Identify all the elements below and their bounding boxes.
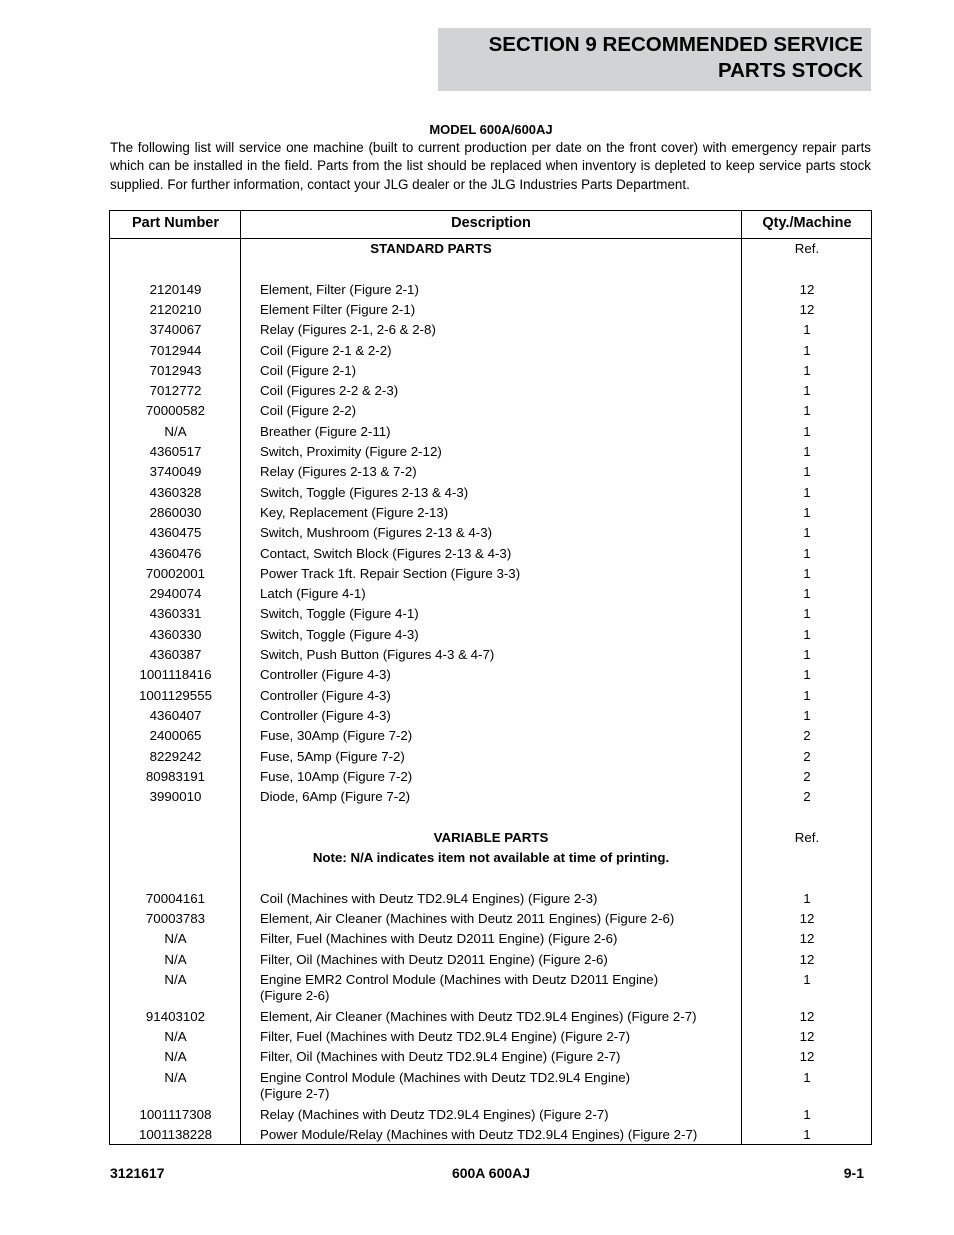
- standard-parts-ref: Ref.: [794, 241, 820, 256]
- part-quantity: 1: [803, 383, 811, 399]
- part-quantity: 1: [803, 687, 811, 703]
- part-quantity: 1: [803, 504, 811, 520]
- part-number: 70000582: [145, 403, 206, 419]
- part-quantity: 1: [803, 403, 811, 419]
- part-quantity: 12: [799, 1049, 815, 1065]
- part-number: 2120210: [149, 301, 202, 317]
- part-description-line: Element, Air Cleaner (Machines with Deutz 2011 Engines) (Figure 2-6): [260, 910, 675, 926]
- part-description-line: (Figure 2-6): [260, 987, 330, 1003]
- part-description: Switch, Push Button (Figures 4-3 & 4-7): [260, 647, 495, 662]
- table-row: [110, 747, 871, 767]
- part-quantity: 1: [803, 707, 811, 723]
- variable-parts-note: Note: N/A indicates item not available at time of printing.: [312, 850, 670, 865]
- part-description: [260, 1070, 730, 1102]
- table-row: [110, 665, 871, 685]
- part-number: 4360407: [149, 707, 202, 723]
- table-row: [110, 401, 871, 421]
- table-row: [110, 970, 871, 1007]
- column-header-part-number: Part Number: [131, 215, 220, 231]
- part-number: 3740049: [149, 464, 202, 480]
- part-description: Coil (Figure 2-1): [260, 362, 357, 378]
- part-number: 3990010: [149, 789, 202, 805]
- part-number: 4360330: [149, 626, 202, 642]
- table-row: [110, 1105, 871, 1125]
- table-row: [110, 544, 871, 564]
- table-row: [110, 950, 871, 970]
- table-row: [110, 1068, 871, 1105]
- part-description: Relay (Figures 2-13 & 7-2): [260, 464, 417, 480]
- part-description-line: Filter, Fuel (Machines with Deutz TD2.9L4 Engine) (Figure 2-7): [260, 1029, 631, 1045]
- table-row: [110, 361, 871, 381]
- part-description: [260, 1009, 730, 1025]
- part-description-line: Power Module/Relay (Machines with Deutz TD2.9L4 Engines) (Figure 2-7): [260, 1127, 698, 1142]
- part-number: 4360475: [149, 525, 202, 541]
- part-number: 1001138228: [139, 1127, 212, 1142]
- part-number: 2860030: [149, 504, 202, 520]
- part-number: 4360387: [149, 647, 202, 662]
- section-title: [443, 32, 863, 84]
- table-row: [110, 828, 871, 848]
- part-quantity: 2: [803, 789, 811, 805]
- part-description: [260, 1107, 730, 1123]
- part-description-line: Filter, Oil (Machines with Deutz TD2.9L4 Engine) (Figure 2-7): [260, 1049, 621, 1065]
- table-row: [110, 625, 871, 645]
- part-description: Controller (Figure 4-3): [260, 707, 391, 723]
- part-quantity: 1: [803, 545, 811, 561]
- table-row: [110, 584, 871, 604]
- part-quantity: 1: [803, 1106, 811, 1122]
- part-description: Switch, Toggle (Figure 4-3): [260, 626, 419, 642]
- table-row: [110, 462, 871, 482]
- part-quantity: 1: [803, 423, 811, 439]
- part-description: Diode, 6Amp (Figure 7-2): [260, 789, 411, 805]
- part-description: [260, 1029, 730, 1045]
- part-quantity: 12: [799, 931, 815, 947]
- part-description: [260, 1127, 730, 1143]
- part-number: N/A: [164, 1049, 187, 1065]
- table-row: [110, 442, 871, 462]
- part-quantity: 1: [803, 525, 811, 541]
- part-quantity: 12: [799, 910, 815, 926]
- part-number: 4360476: [149, 545, 202, 561]
- part-description: Controller (Figure 4-3): [260, 687, 391, 703]
- variable-parts-ref: Ref.: [794, 829, 820, 845]
- part-description: Latch (Figure 4-1): [260, 586, 366, 602]
- table-row: [110, 300, 871, 320]
- part-description: Contact, Switch Block (Figures 2-13 & 4-3): [260, 545, 512, 561]
- part-description: Fuse, 10Amp (Figure 7-2): [260, 768, 413, 784]
- part-number: N/A: [164, 951, 187, 967]
- part-quantity: 1: [803, 565, 811, 581]
- part-number: 2940074: [149, 586, 202, 602]
- part-quantity: 1: [803, 667, 811, 683]
- part-number: N/A: [164, 931, 187, 947]
- part-description-line: Filter, Fuel (Machines with Deutz D2011 Engine) (Figure 2-6): [260, 931, 618, 947]
- part-quantity: 1: [803, 444, 811, 459]
- part-quantity: 12: [799, 951, 815, 967]
- part-quantity: 2: [803, 748, 811, 764]
- part-description: Breather (Figure 2-11): [260, 423, 391, 439]
- table-row: [110, 848, 871, 868]
- part-description: Element, Filter (Figure 2-1): [260, 281, 419, 297]
- part-description: Power Track 1ft. Repair Section (Figure 3-3): [260, 565, 521, 581]
- part-description: [260, 891, 730, 907]
- part-description-line: Relay (Machines with Deutz TD2.9L4 Engines) (Figure 2-7): [260, 1106, 609, 1122]
- part-description: Element Filter (Figure 2-1): [260, 301, 416, 317]
- table-row: [110, 341, 871, 361]
- part-description: Switch, Toggle (Figures 2-13 & 4-3): [260, 484, 469, 500]
- table-row: [110, 320, 871, 340]
- table-row: [110, 1027, 871, 1047]
- part-number: 70003783: [145, 910, 206, 926]
- part-description: Relay (Figures 2-1, 2-6 & 2-8): [260, 322, 436, 338]
- part-number: 80983191: [145, 768, 206, 784]
- part-number: N/A: [164, 423, 187, 439]
- part-description: Fuse, 30Amp (Figure 7-2): [260, 728, 413, 744]
- parts-table: [109, 210, 872, 1145]
- table-row: [110, 604, 871, 624]
- standard-parts-heading: STANDARD PARTS: [370, 241, 492, 256]
- table-row: [110, 503, 871, 523]
- section-title-line-1: SECTION 9 RECOMMENDED SERVICE: [488, 33, 863, 56]
- part-description: Key, Replacement (Figure 2-13): [260, 504, 449, 520]
- part-number: 7012944: [149, 342, 202, 358]
- table-row: [110, 686, 871, 706]
- part-number: 3740067: [149, 322, 202, 338]
- part-number: 91403102: [145, 1008, 206, 1024]
- table-row: [110, 929, 871, 949]
- part-number: N/A: [164, 971, 187, 987]
- table-row: [110, 645, 871, 665]
- part-number: 7012943: [149, 362, 202, 378]
- part-quantity: 1: [803, 362, 811, 378]
- part-description: Coil (Figures 2-2 & 2-3): [260, 383, 399, 399]
- table-row: [110, 1007, 871, 1027]
- part-quantity: 1: [803, 1127, 811, 1142]
- part-description: Coil (Figure 2-1 & 2-2): [260, 342, 392, 358]
- footer-doc-number: 3121617: [110, 1165, 165, 1181]
- variable-parts-heading: VARIABLE PARTS: [433, 829, 549, 845]
- table-row: [110, 280, 871, 300]
- part-description-line: Engine EMR2 Control Module (Machines with Deutz D2011 Engine): [260, 971, 659, 987]
- footer-page-number: 9-1: [843, 1165, 864, 1181]
- table-row: [110, 422, 871, 442]
- part-quantity: 2: [803, 768, 811, 784]
- part-quantity: 1: [803, 606, 811, 622]
- table-row: [110, 483, 871, 503]
- part-description: [260, 1049, 730, 1065]
- part-quantity: 1: [803, 971, 811, 987]
- part-number: 4360517: [149, 444, 202, 459]
- part-description-line: Coil (Machines with Deutz TD2.9L4 Engines) (Figure 2-3): [260, 890, 598, 906]
- part-quantity: 1: [803, 484, 811, 500]
- model-title: MODEL 600A/600AJ: [429, 122, 553, 137]
- part-quantity: 2: [803, 728, 811, 744]
- part-quantity: 12: [799, 1008, 815, 1024]
- table-row: [110, 787, 871, 807]
- part-quantity: 1: [803, 647, 811, 662]
- part-number: 4360328: [149, 484, 202, 500]
- part-quantity: 1: [803, 626, 811, 642]
- table-row: [110, 523, 871, 543]
- part-description: Switch, Mushroom (Figures 2-13 & 4-3): [260, 525, 493, 541]
- footer-model: 600A 600AJ: [451, 1165, 531, 1181]
- part-quantity: 1: [803, 342, 811, 358]
- part-quantity: 1: [803, 586, 811, 602]
- column-header-description: Description: [451, 215, 531, 231]
- part-number: N/A: [164, 1069, 187, 1085]
- table-row: [110, 1047, 871, 1067]
- table-row: [110, 889, 871, 909]
- part-number: N/A: [164, 1029, 187, 1045]
- section-title-line-2: PARTS STOCK: [717, 59, 863, 82]
- section-header: [438, 28, 871, 91]
- part-description-line: Element, Air Cleaner (Machines with Deutz TD2.9L4 Engines) (Figure 2-7): [260, 1008, 697, 1024]
- intro-paragraph: The following list will service one machine (built to current production per date on the front cover) with emergency repair parts which can be installed in the field. Parts from the list should be replaced when inventory is depleted to keep service parts stock supplied. For further information, contact your JLG dealer or the JLG Industries Parts Department.: [110, 140, 871, 192]
- part-number: 4360331: [149, 606, 202, 622]
- part-description-line: Engine Control Module (Machines with Deutz TD2.9L4 Engine): [260, 1069, 631, 1085]
- table-row: [110, 1125, 871, 1145]
- part-number: 8229242: [149, 748, 202, 764]
- table-row: [110, 909, 871, 929]
- part-number: 70002001: [145, 565, 206, 581]
- part-number: 2400065: [149, 728, 202, 744]
- column-header-qty: Qty./Machine: [762, 215, 852, 231]
- table-row: [110, 726, 871, 746]
- part-number: 1001118416: [139, 667, 212, 683]
- part-quantity: 1: [803, 322, 811, 338]
- part-description-line: Filter, Oil (Machines with Deutz D2011 Engine) (Figure 2-6): [260, 951, 608, 967]
- table-row: [110, 381, 871, 401]
- table-row: [110, 706, 871, 726]
- part-quantity: 1: [803, 1069, 811, 1085]
- part-description-line: (Figure 2-7): [260, 1085, 330, 1101]
- part-description: Switch, Toggle (Figure 4-1): [260, 606, 419, 622]
- part-number: 1001117308: [139, 1106, 212, 1122]
- part-number: 70004161: [145, 890, 206, 906]
- part-description: Switch, Proximity (Figure 2-12): [260, 444, 442, 459]
- part-description: Fuse, 5Amp (Figure 7-2): [260, 748, 405, 764]
- part-description: [260, 911, 730, 927]
- part-description: [260, 972, 730, 1004]
- part-description: [260, 952, 730, 968]
- part-quantity: 1: [803, 890, 811, 906]
- part-description: Coil (Figure 2-2): [260, 403, 357, 419]
- part-quantity: 12: [799, 1029, 815, 1045]
- part-description: Controller (Figure 4-3): [260, 667, 391, 683]
- table-row: [110, 239, 871, 259]
- table-row: [110, 564, 871, 584]
- part-description: [260, 931, 730, 947]
- part-quantity: 1: [803, 464, 811, 480]
- part-quantity: 12: [799, 281, 815, 297]
- part-number: 1001129555: [139, 687, 212, 703]
- part-number: 7012772: [149, 383, 202, 399]
- part-number: 2120149: [149, 281, 202, 297]
- part-quantity: 12: [799, 301, 815, 317]
- table-row: [110, 767, 871, 787]
